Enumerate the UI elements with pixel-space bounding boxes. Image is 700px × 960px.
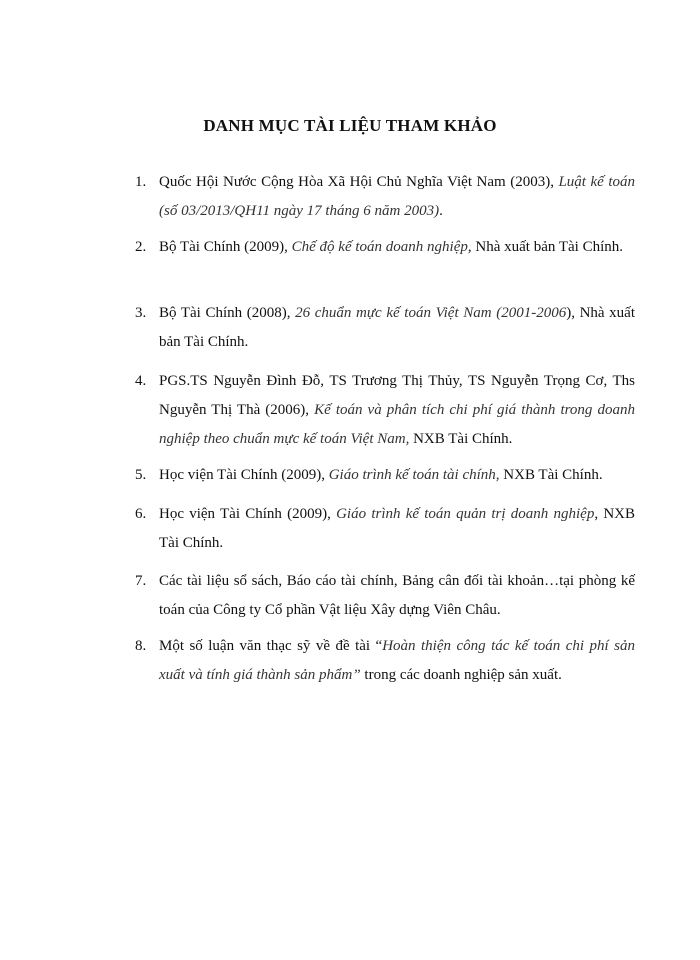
reference-italic-title: Chế độ kế toán doanh nghiệp [291,239,468,255]
reference-text [159,168,635,226]
reference-item-7 [135,567,635,625]
reference-text [159,461,635,490]
reference-text [159,367,635,454]
reference-italic-title: Kế toán và phân tích chi phí giá thành trong doanh nghiệp theo chuẩn mực kế toán Việt Nam, [159,402,635,447]
reference-italic-title: 26 chuẩn mực kế toán Việt Nam (2001-2006 [295,305,567,321]
reference-plain-text-tail: NXB Tài Chính. [409,431,513,447]
reference-italic-title: Giáo trình kế toán quản trị doanh nghiệp [336,506,595,522]
reference-text [159,299,635,357]
reference-number: 2. [135,239,147,255]
reference-item-8 [135,632,635,690]
reference-italic-title: Luật kế toán (số 03/2013/QH11 ngày 17 tháng 6 năm 2003) [159,174,635,219]
reference-plain-text: Bộ Tài Chính (2009), [159,239,292,255]
page-title: DANH MỤC TÀI LIỆU THAM KHẢO [203,116,497,135]
reference-plain-text: PGS.TS Nguyễn Đình Đỗ, TS Trương Thị Thủy, TS Nguyễn Trọng Cơ, Ths Nguyễn Thị Thà (2006), [159,373,635,418]
reference-number: 6. [135,506,147,522]
reference-number: 3. [135,305,147,321]
reference-plain-text: Quốc Hội Nước Cộng Hòa Xã Hội Chủ Nghĩa Việt Nam (2003), [159,174,559,190]
reference-item-1 [135,168,635,226]
reference-number: 1. [135,174,147,190]
reference-number: 5. [135,467,147,483]
reference-item-5 [135,461,635,490]
reference-plain-text-tail: , NXB Tài Chính. [159,506,636,551]
reference-text [159,233,635,262]
reference-number: 7. [135,573,147,589]
reference-italic-title: Giáo trình kế toán tài chính, [328,467,500,483]
reference-plain-text-tail: . [439,203,443,219]
reference-plain-text: Một số luận văn thạc sỹ về đề tài “ [159,638,383,654]
reference-plain-text-tail: ), Nhà xuất bản Tài Chính. [159,305,636,350]
reference-plain-text-tail: trong các doanh nghiệp sản xuất. [360,667,562,683]
reference-text [159,632,635,690]
reference-plain-text-tail: NXB Tài Chính. [499,467,603,483]
reference-number: 8. [135,638,147,654]
reference-item-2 [135,233,635,262]
reference-text [159,567,635,625]
reference-item-6 [135,500,635,558]
reference-plain-text: Học viện Tài Chính (2009), [159,467,329,483]
reference-plain-text: Học viện Tài Chính (2009), [159,506,337,522]
reference-plain-text-tail: , Nhà xuất bản Tài Chính. [467,239,623,255]
reference-italic-title: Hoàn thiện công tác kế toán chi phí sản xuất và tính giá thành sản phẩm” [159,638,635,683]
reference-item-4 [135,367,635,454]
reference-plain-text: Bộ Tài Chính (2008), [159,305,296,321]
reference-item-3 [135,299,635,357]
reference-plain-text: Các tài liệu sổ sách, Báo cáo tài chính, Bảng cân đối tài khoản…tại phòng kế toán của Công ty Cổ phần Vật liệu Xây dựng Viên Châu. [159,573,635,618]
reference-text [159,500,635,558]
reference-number: 4. [135,373,147,389]
